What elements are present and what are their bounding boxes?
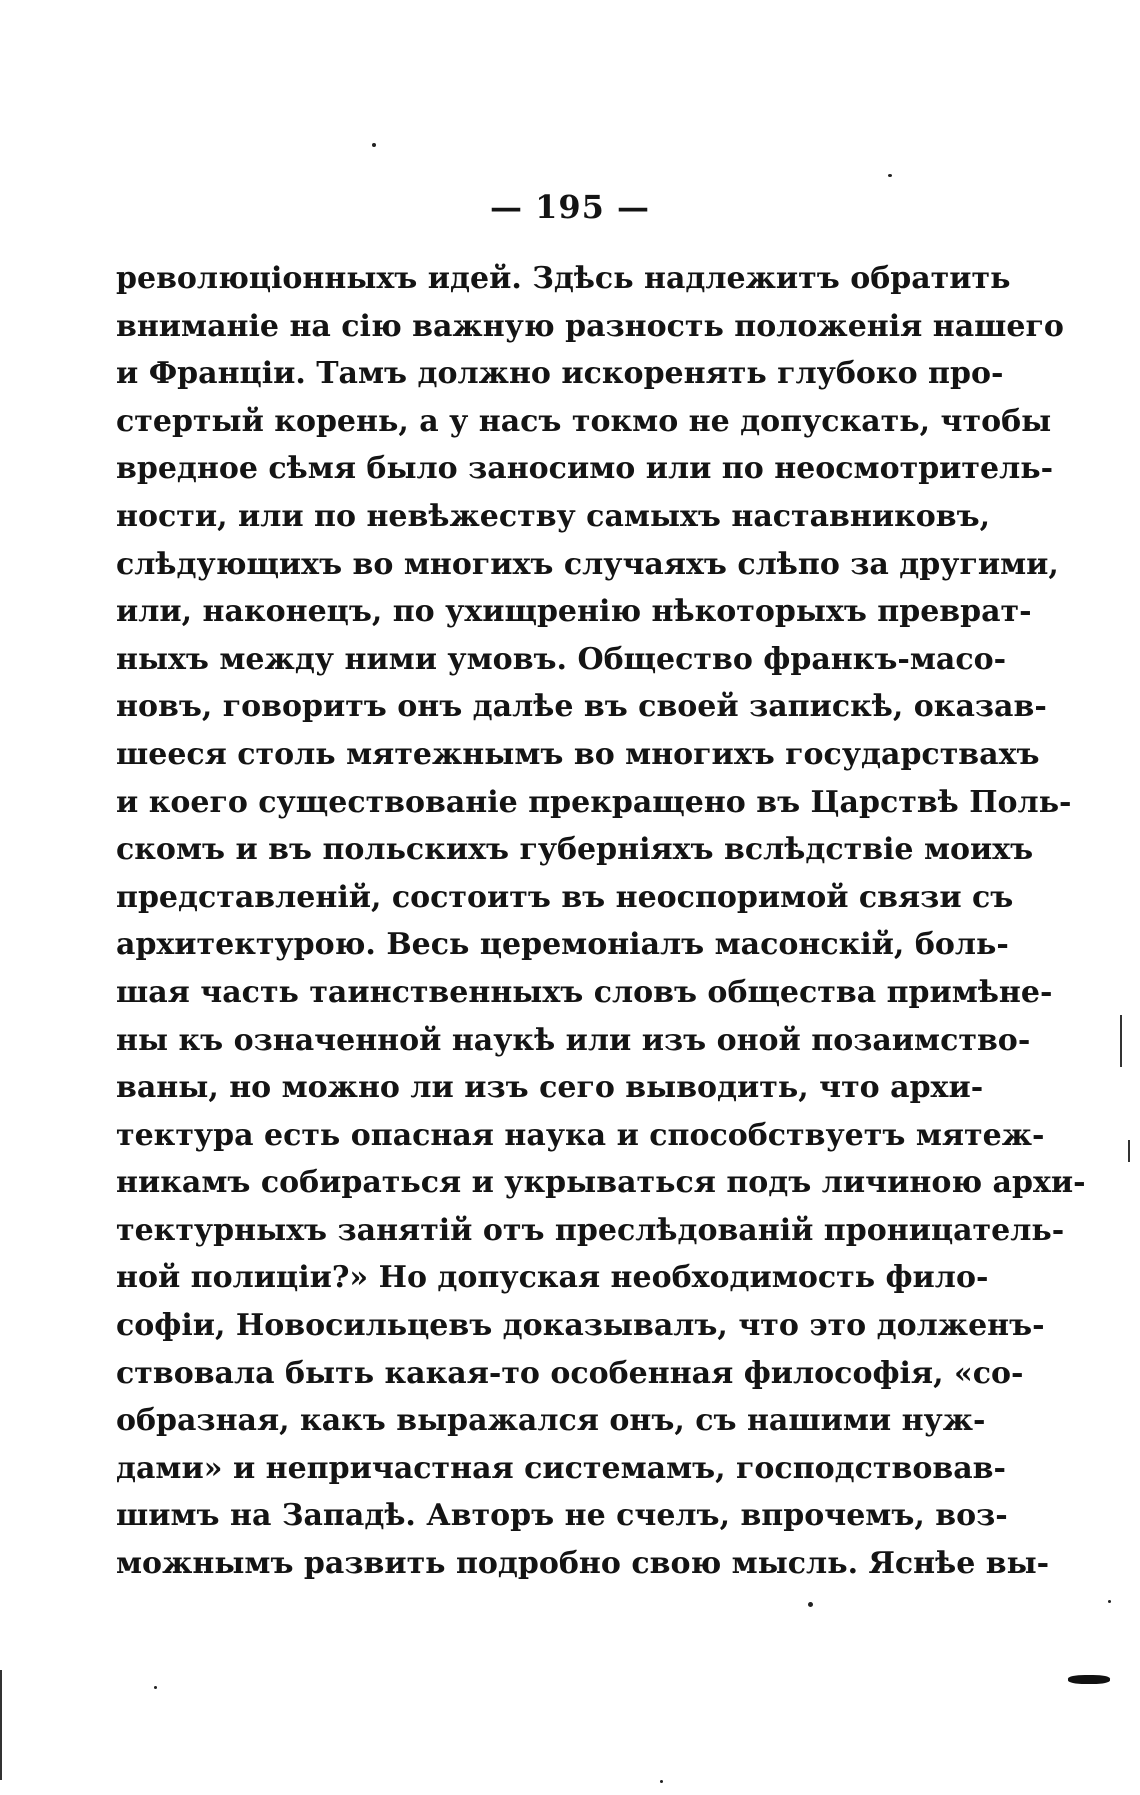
scan-speck: [660, 1780, 663, 1783]
text-line: никамъ собираться и укрываться подъ личиною архи-: [116, 1165, 1086, 1201]
text-line: и Франціи. Тамъ должно искоренять глубоко про-: [116, 356, 1004, 392]
text-line: ныхъ между ними умовъ. Общество франкъ-масо-: [116, 641, 1007, 677]
text-line: ны къ означенной наукѣ или изъ оной позаимство-: [116, 1022, 1031, 1058]
text-line: революціонныхъ идей. Здѣсь надлежитъ обратить: [116, 261, 1011, 296]
body-text: [116, 255, 1086, 1588]
text-line: можнымъ развить подробно свою мысль. Яснѣе вы-: [116, 1546, 1050, 1582]
scan-speck: [1108, 1600, 1111, 1603]
scan-speck: [808, 1602, 813, 1607]
page-number: — 195 —: [489, 188, 651, 226]
text-line: шая часть таинственныхъ словъ общества примѣне-: [116, 974, 1053, 1010]
text-line: новъ, говоритъ онъ далѣе въ своей запискѣ, оказав-: [116, 689, 1047, 725]
text-line: тектура есть опасная наука и способствуетъ мятеж-: [116, 1117, 1045, 1153]
text-line: или, наконецъ, по ухищренію нѣкоторыхъ преврат-: [116, 594, 1032, 630]
text-line: вниманіе на сію важную разность положенія нашего: [116, 308, 1064, 344]
text-line: слѣдующихъ во многихъ случаяхъ слѣпо за другими,: [116, 546, 1059, 582]
text-line: скомъ и въ польскихъ губерніяхъ вслѣдствіе моихъ: [116, 832, 1034, 868]
text-line: ной полиціи?» Но допуская необходимость фило-: [116, 1260, 989, 1296]
text-line: образная, какъ выражался онъ, съ нашими нуж-: [116, 1403, 986, 1439]
scan-edge-mark: [1128, 1140, 1130, 1162]
scan-speck: [372, 143, 376, 147]
text-line: дами» и непричастная системамъ, господствовав-: [116, 1450, 1006, 1486]
text-line: и коего существованіе прекращено въ Царствѣ Поль-: [116, 784, 1072, 820]
text-line: представленій, состоитъ въ неоспоримой связи съ: [116, 879, 1014, 915]
text-line: вредное сѣмя было заносимо или по неосмотритель-: [116, 451, 1054, 487]
text-line: стертый корень, а у насъ токмо не допускать, чтобы: [116, 403, 1052, 439]
text-line: шимъ на Западѣ. Авторъ не счелъ, впрочемъ, воз-: [116, 1498, 1008, 1534]
text-line: архитектурою. Весь церемоніалъ масонскій, боль-: [116, 927, 1009, 963]
text-line: ствовала быть какая-то особенная философія, «со-: [116, 1355, 1024, 1391]
scan-speck: [888, 174, 892, 177]
scan-speck: [154, 1686, 157, 1689]
text-line: тектурныхъ занятій отъ преслѣдованій проницатель-: [116, 1212, 1065, 1248]
text-line: шееся столь мятежнымъ во многихъ государствахъ: [116, 736, 1040, 772]
text-line: софіи, Новосильцевъ доказывалъ, что это долженъ-: [116, 1308, 1045, 1344]
text-line: ваны, но можно ли изъ сего выводить, что архи-: [116, 1070, 984, 1106]
scan-edge-mark: [1120, 1015, 1122, 1067]
text-line: ности, или по невѣжеству самыхъ наставниковъ,: [116, 498, 991, 534]
scan-edge-mark: [0, 1670, 2, 1780]
scan-speck: [1068, 1675, 1110, 1684]
